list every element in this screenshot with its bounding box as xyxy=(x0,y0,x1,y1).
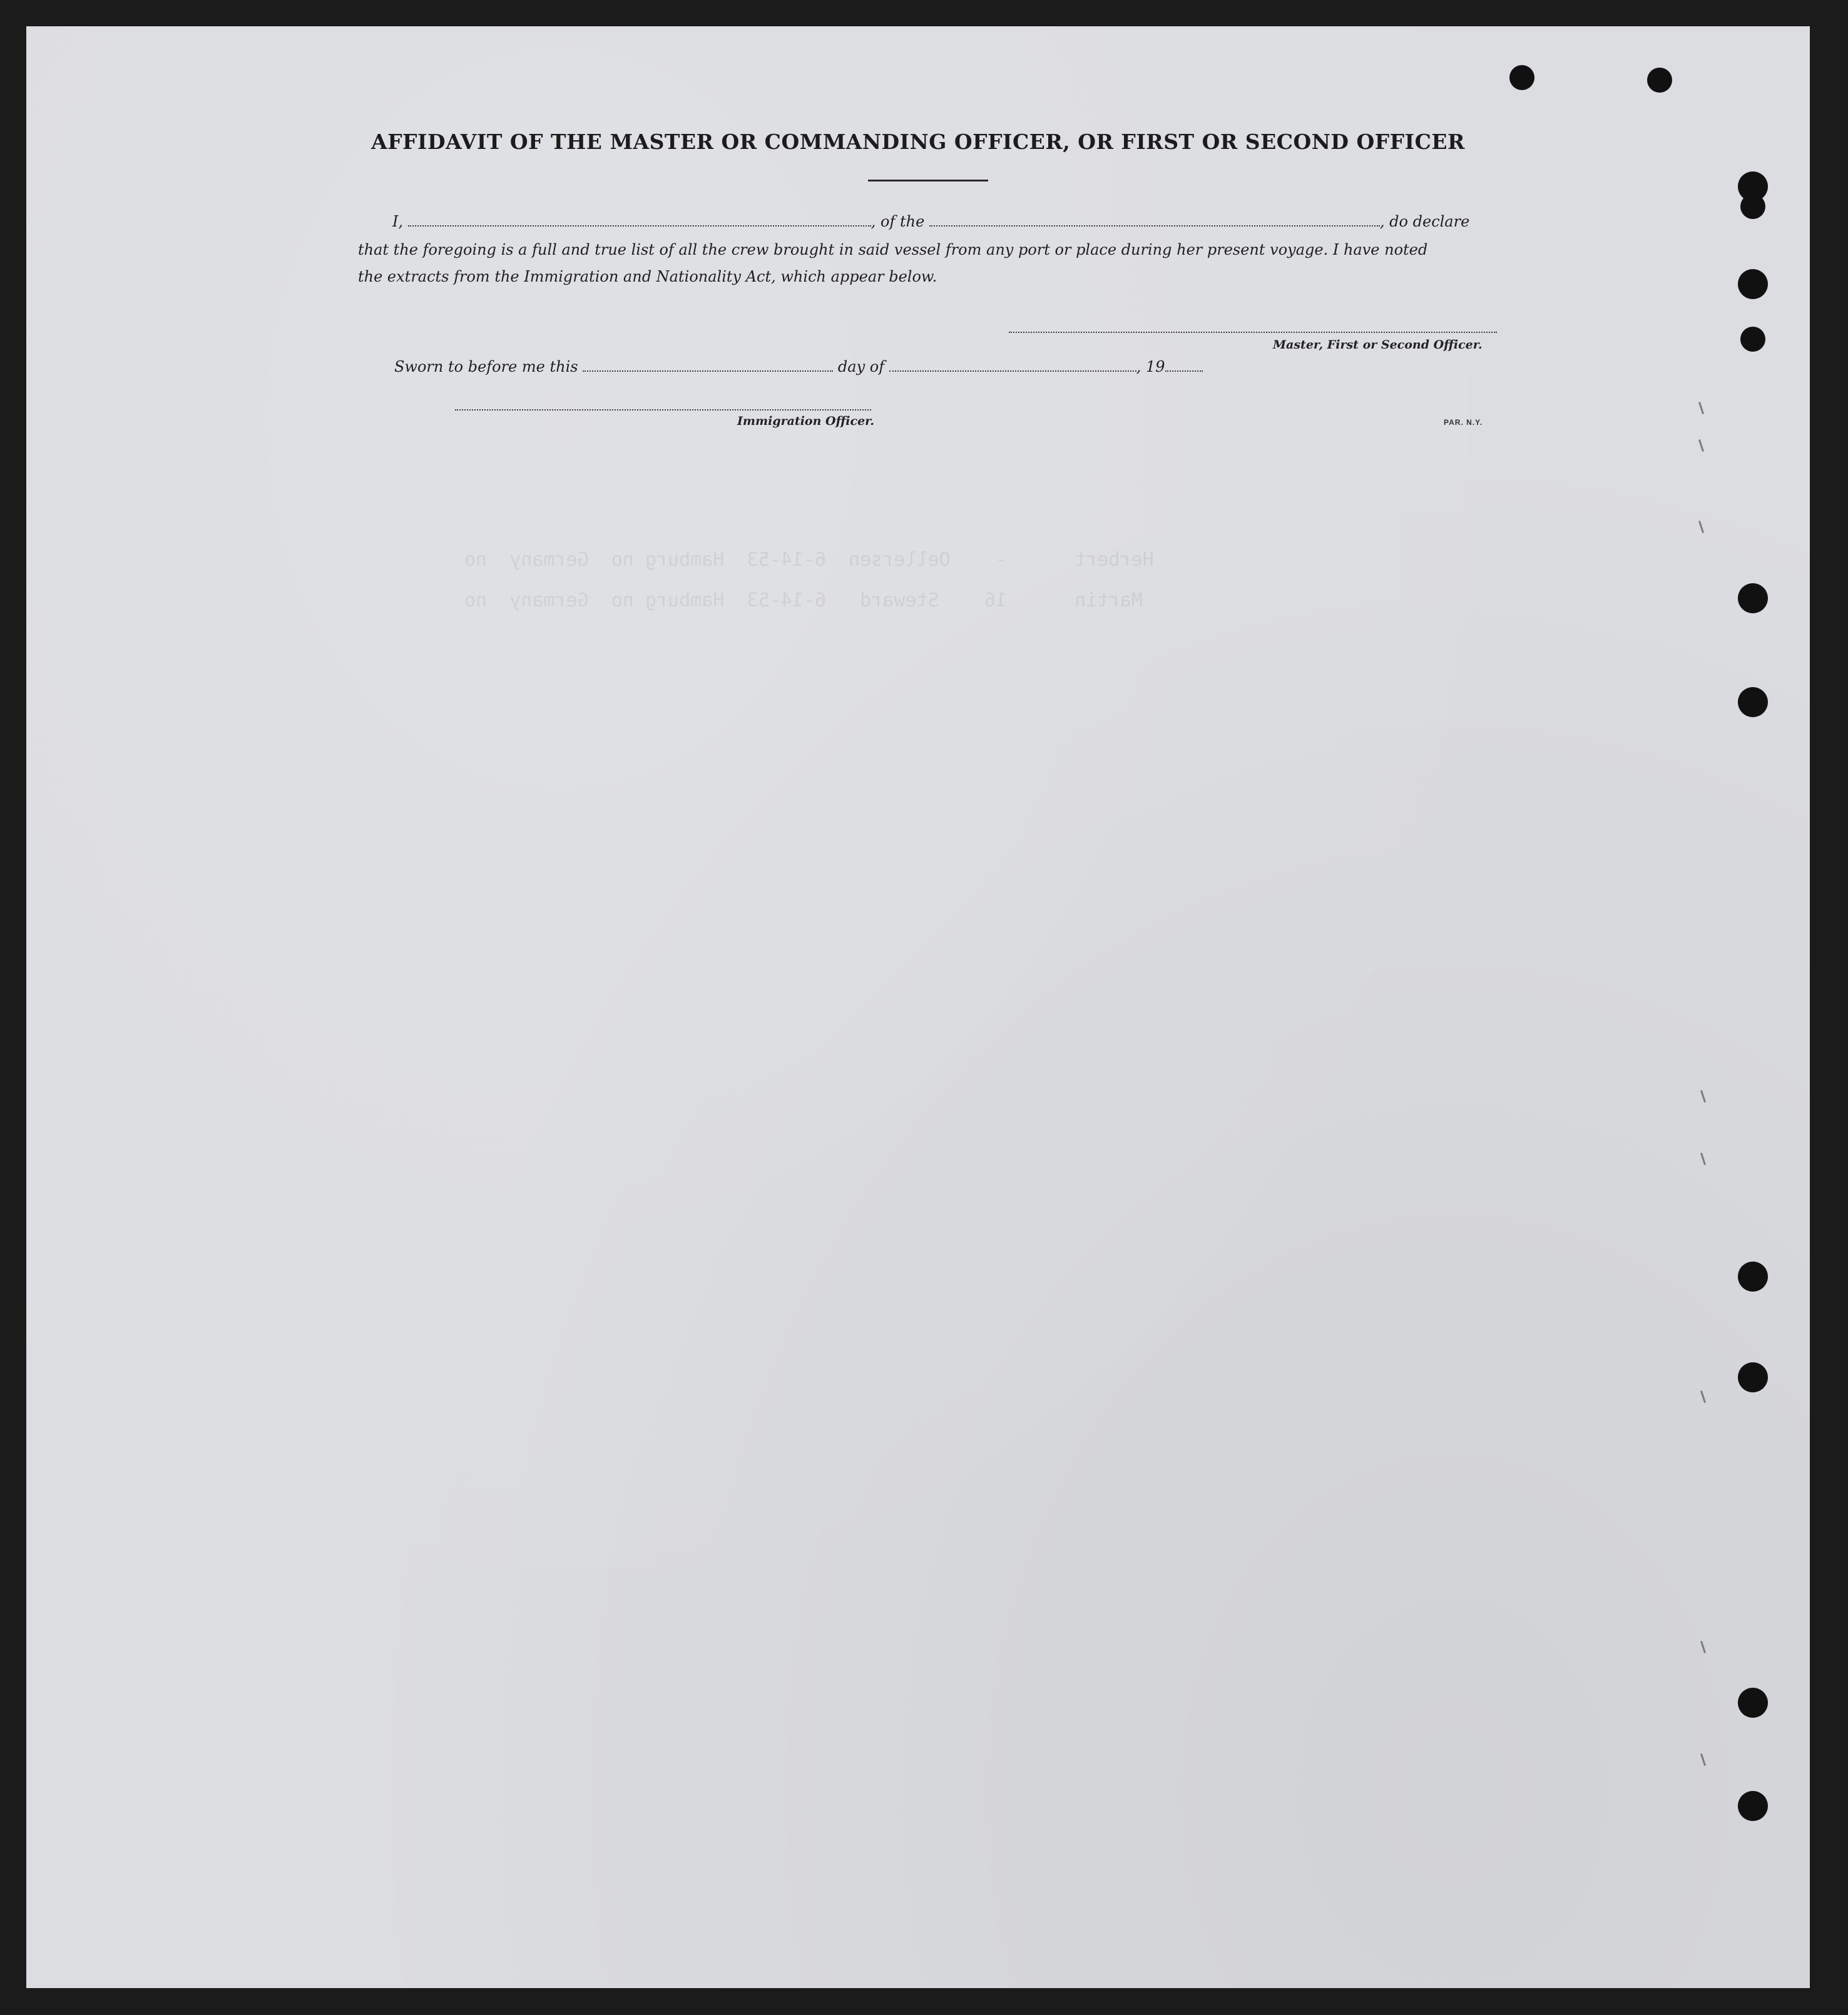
vessel-name-field[interactable] xyxy=(929,214,1380,227)
binder-hole-5 xyxy=(1738,583,1768,613)
day-of-text: day of xyxy=(837,358,885,375)
sworn-month-field[interactable] xyxy=(889,359,1136,372)
punch-hole-top-1 xyxy=(1509,65,1534,90)
sworn-line xyxy=(394,358,1203,375)
binder-hole-3 xyxy=(1738,269,1768,299)
punch-hole-top-2 xyxy=(1647,68,1672,93)
sworn-prefix: Sworn to before me this xyxy=(394,358,578,375)
declarant-prefix: I, xyxy=(392,213,404,230)
edge-mark xyxy=(1700,1753,1706,1766)
binder-hole-10 xyxy=(1738,1791,1768,1821)
declaration-line-2: that the foregoing is a full and true list of all the crew brought in said vessel from any port or place during her present voyage. I have noted xyxy=(358,241,1428,258)
edge-mark xyxy=(1698,439,1704,452)
binder-hole-7 xyxy=(1738,1262,1768,1292)
document-page xyxy=(26,26,1810,1988)
do-declare-text: , do declare xyxy=(1379,213,1470,230)
of-the-text: , of the xyxy=(870,213,925,230)
edge-mark xyxy=(1700,1390,1706,1403)
declarant-name-field[interactable] xyxy=(408,214,871,227)
master-signature-label: Master, First or Second Officer. xyxy=(1273,338,1483,352)
sworn-year-field[interactable] xyxy=(1165,359,1203,372)
affidavit-title: AFFIDAVIT OF THE MASTER OR COMMANDING OFFICER, OR FIRST OR SECOND OFFICER xyxy=(371,130,1465,154)
bleed-through-row-1: Herbert - Oellersen 6-14-53 Hamburg no Germany no xyxy=(464,549,1154,571)
binder-hole-9 xyxy=(1738,1688,1768,1718)
binder-hole-4 xyxy=(1740,327,1765,352)
declaration-line-1 xyxy=(392,213,1469,230)
bleed-through-row-2: Martin 16 Steward 6-14-53 Hamburg no Germany no xyxy=(464,589,1143,611)
edge-mark xyxy=(1700,1641,1706,1653)
edge-mark xyxy=(1698,402,1704,414)
edge-mark xyxy=(1700,1153,1706,1165)
year-prefix-text: , 19 xyxy=(1136,358,1165,375)
edge-mark xyxy=(1700,1090,1706,1103)
binder-hole-8 xyxy=(1738,1362,1768,1392)
edge-mark xyxy=(1698,521,1704,533)
declaration-line-3: the extracts from the Immigration and Nationality Act, which appear below. xyxy=(358,268,937,285)
immigration-officer-signature-line[interactable] xyxy=(455,409,871,411)
binder-hole-6 xyxy=(1738,687,1768,717)
master-signature-line[interactable] xyxy=(1009,332,1497,333)
form-code: PAR. N.Y. xyxy=(1444,418,1483,427)
title-underline xyxy=(868,180,988,181)
binder-hole-2 xyxy=(1740,194,1765,219)
immigration-officer-label: Immigration Officer. xyxy=(737,414,875,428)
sworn-day-field[interactable] xyxy=(583,359,833,372)
